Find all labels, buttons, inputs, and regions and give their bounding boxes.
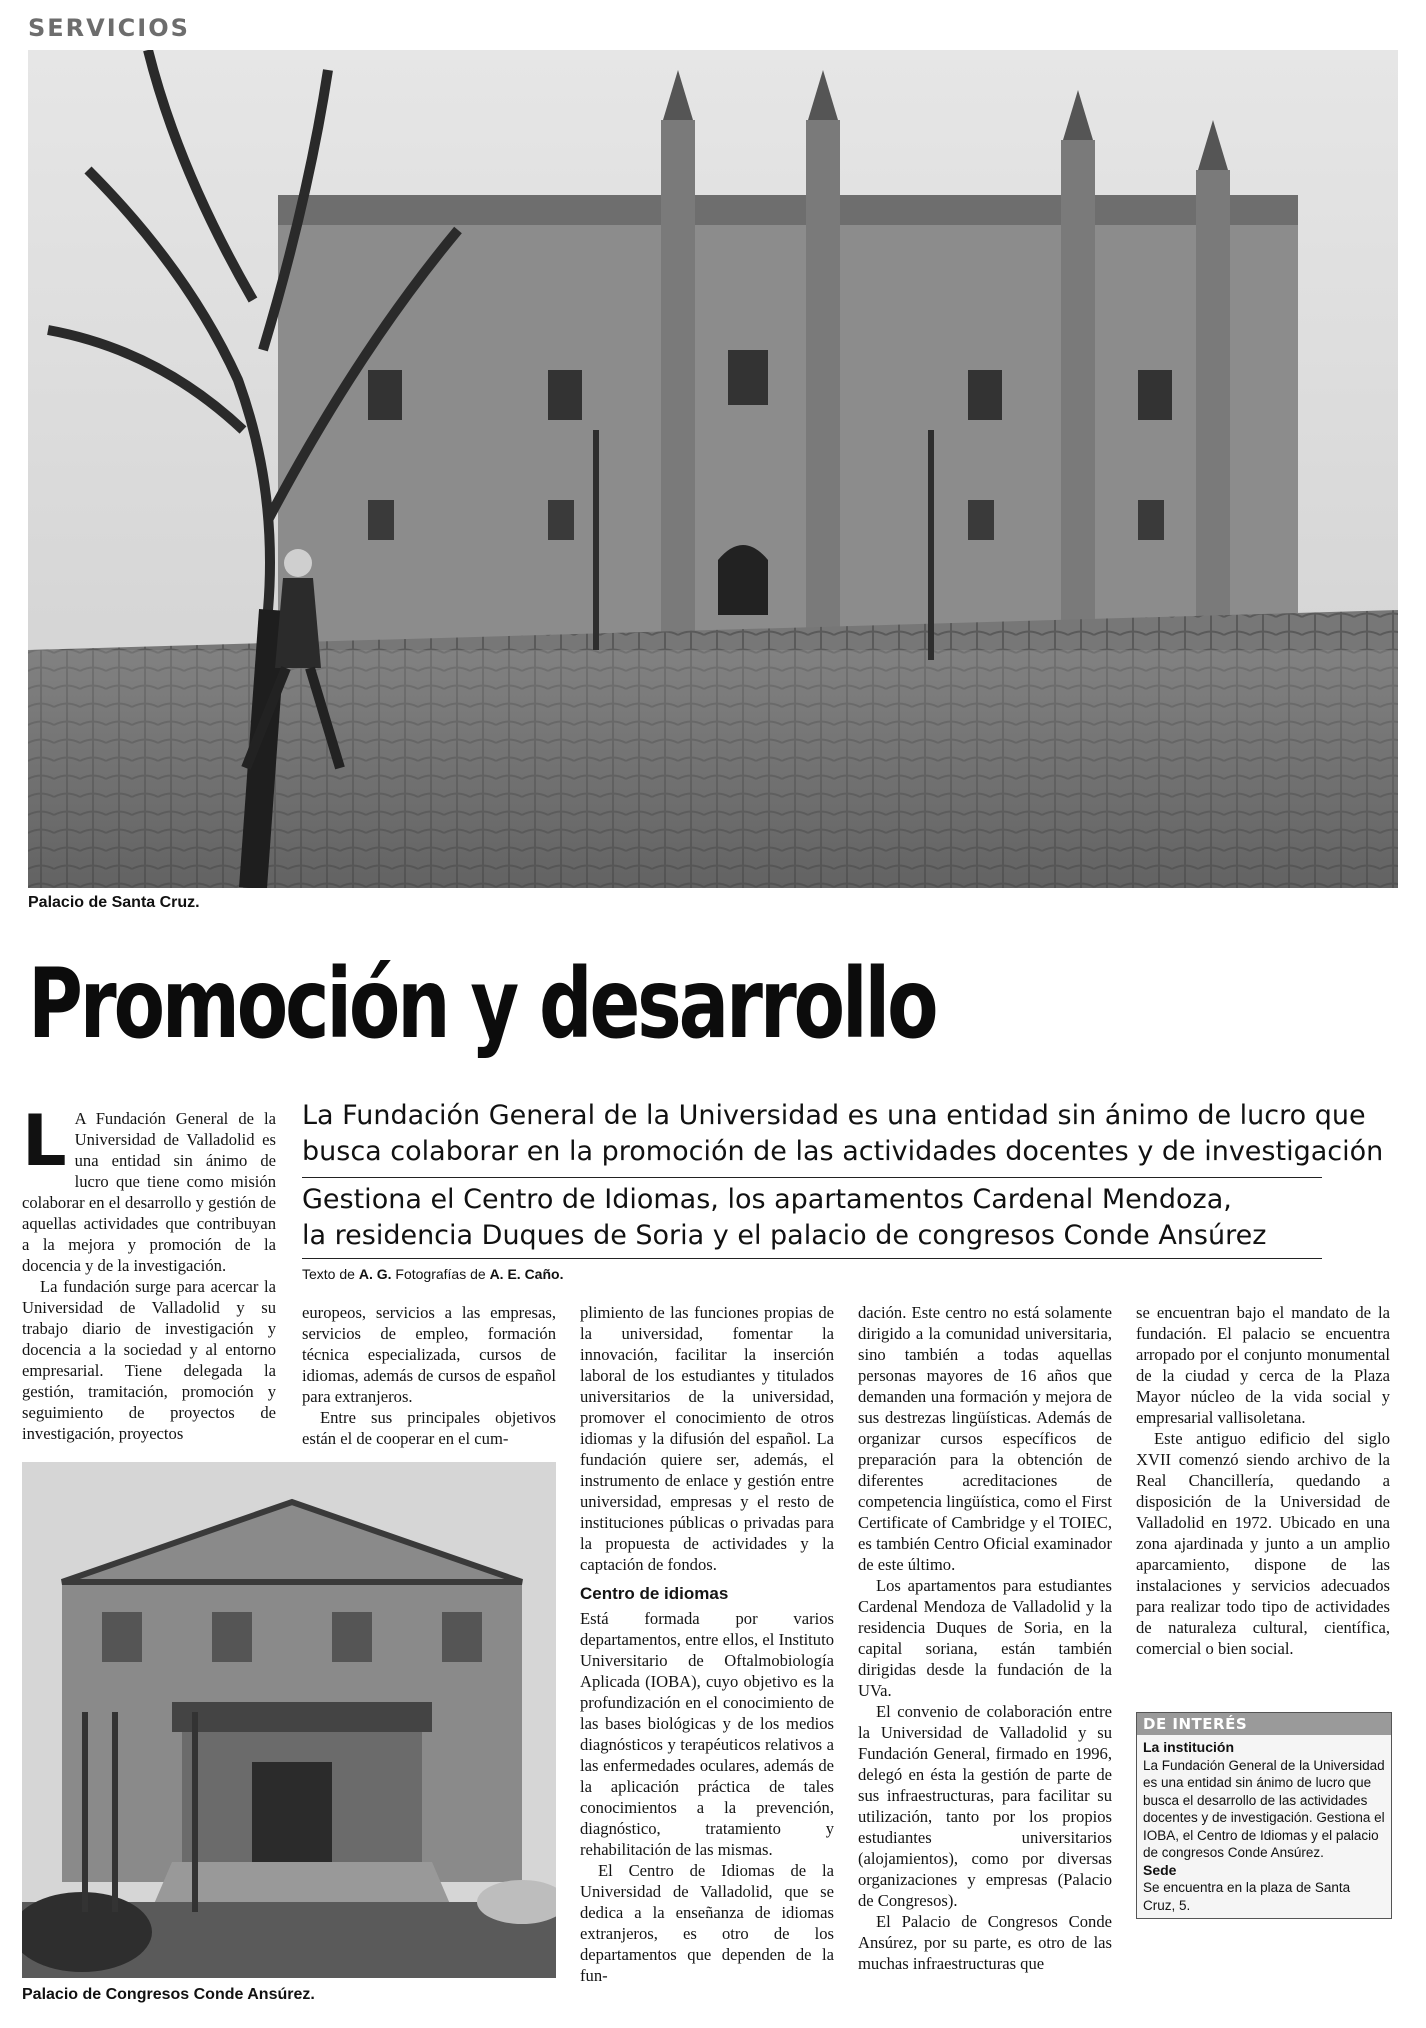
col1-p1: A Fundación General de la Universidad de Valladolid es una entidad sin ánimo de lucro que tiene como misión colaborar en el desarrollo y gestión de aquellas actividades que contribuyan a la mejora y promoción de la docencia y de la investigación. — [22, 1109, 276, 1275]
col4-p3: El convenio de colaboración entre la Universidad de Valladolid y su Fundación General, firmado en 1996, delegó en ésta la gestión de parte de sus infraestructuras, para facilitar su utilización, tanto por los propios estudiantes universitarios (alojamientos), como por diversas organizaciones y empresas (Palacio de Congresos). — [858, 1702, 1112, 1910]
article-column-4 — [858, 1302, 1112, 1974]
photo-caption-top: Palacio de Santa Cruz. — [28, 894, 200, 911]
section-label: SERVICIOS — [28, 14, 190, 42]
sidebar-text-sede: Se encuentra en la plaza de Santa Cruz, 5. — [1143, 1880, 1351, 1913]
article-column-5 — [1136, 1302, 1390, 1659]
col3-p1: plimiento de las funciones propias de la universidad, fomentar la innovación, facilitar la inserción laboral de los estudiantes y titulados universitarios de la universidad, promover el conocimiento de otros idiomas y la difusión del español. La fundación quiere ser, además, el instrumento de enlace y gestión entre universidad, empresas y el resto de instituciones públicas o privadas para la propuesta de actividades y la captación de fondos. — [580, 1303, 834, 1574]
subhead-centro-de-idiomas: Centro de idiomas — [580, 1584, 729, 1603]
sidebar-text-institucion: La Fundación General de la Universidad es una entidad sin ánimo de lucro que busca el desarrollo de las actividades docentes y de investigación. Gestiona el IOBA, el Centro de Idiomas y el palacio de congresos Conde Ansúrez. — [1143, 1757, 1385, 1860]
col2-p2: Entre sus principales objetivos están el de cooperar en el cum- — [302, 1408, 556, 1448]
drop-cap: L — [22, 1100, 67, 1182]
photo-caption-bottom: Palacio de Congresos Conde Ansúrez. — [22, 1986, 315, 2003]
credits-divider — [302, 1258, 1322, 1259]
building-photo-illustration — [28, 50, 1398, 888]
article-column-3 — [580, 1302, 834, 1986]
credits-photo-label: Fotografías de — [395, 1266, 486, 1282]
col5-p1: se encuentran bajo el mandato de la fundación. El palacio se encuentra arropado por el conjunto monumental de la ciudad y cerca de la Plaza Mayor núcleo de la vida social y empresarial vallisoletana. — [1136, 1303, 1390, 1427]
credits — [302, 1266, 563, 1282]
col3-p3: El Centro de Idiomas de la Universidad de Valladolid, que se dedica a la enseñanza de idiomas extranjeros, es otro de los departamentos que dependen de la fun- — [580, 1861, 834, 1985]
deck-2-line-2: la residencia Duques de Soria y el palacio de congresos Conde Ansúrez — [302, 1220, 1267, 1251]
col1-p2: La fundación surge para acercar la Universidad de Valladolid y su trabajo diario de investigación y docencia a la sociedad y al entorno empresarial. Tiene delegada la gestión, tramitación, promoción y seguimiento de proyectos de investigación, proyectos — [22, 1277, 276, 1443]
deck-1-line-2: busca colaborar en la promoción de las actividades docentes y de investigación — [302, 1136, 1384, 1167]
col4-p4: El Palacio de Congresos Conde Ansúrez, por su parte, es otro de las muchas infraestructuras que — [858, 1912, 1112, 1973]
headline: Promoción y desarrollo — [28, 948, 936, 1060]
deck-divider — [302, 1177, 1322, 1178]
deck-2 — [302, 1182, 1266, 1254]
photo-palacio-congresos — [22, 1462, 556, 1978]
congress-hall-photo-illustration — [22, 1462, 556, 1978]
col3-p2: Está formada por varios departamentos, entre ellos, el Instituto Universitario de Oftalmobiología Aplicada (IOBA), cuyo objetivo es la profundización en el conocimiento de las bases biológicas y de los medios diagnósticos y terapéuticos relativos a las enfermedades oculares, además de la aplicación práctica de tales conocimientos a la prevención, diagnóstico, tratamiento y rehabilitación de las mismas. — [580, 1609, 834, 1859]
photo-palacio-santa-cruz — [28, 50, 1398, 888]
sidebar-heading-sede: Sede — [1143, 1861, 1177, 1878]
article-column-2 — [302, 1302, 556, 1449]
col5-p2: Este antiguo edificio del siglo XVII comenzó siendo archivo de la Real Chancillería, quedando a disposición de la Universidad de Valladolid en 1972. Ubicado en una zona ajardinada y junto a un amplio aparcamiento, dispone de las instalaciones y servicios adecuados para realizar todo tipo de actividades de naturaleza cultural, científica, comercial o bien social. — [1136, 1429, 1390, 1658]
sidebar-de-interes — [1136, 1712, 1392, 1919]
col4-p2: Los apartamentos para estudiantes Cardenal Mendoza de Valladolid y la residencia Duques de Soria, en la capital soriana, están también dirigidas desde la fundación de la UVa. — [858, 1576, 1112, 1700]
deck-1 — [302, 1098, 1383, 1170]
sidebar-heading-institucion: La institución — [1143, 1739, 1234, 1755]
col4-p1: dación. Este centro no está solamente dirigido a la comunidad universitaria, sino también a todas aquellas personas mayores de 16 años que demanden una formación y mejora de sus destrezas lingüísticas. Además de organizar cursos específicos de preparación para la obtención de diferentes acreditaciones de competencia lingüística, como el First Certificate of Cambridge y el TOIEC, es también Centro Oficial examinador de este último. — [858, 1303, 1112, 1574]
credits-text-label: Texto de — [302, 1266, 355, 1282]
col2-p1: europeos, servicios a las empresas, servicios de empleo, formación técnica especializada, cursos de idiomas, además de cursos de español para extranjeros. — [302, 1303, 556, 1406]
sidebar-title: DE INTERÉS — [1137, 1713, 1391, 1735]
deck-1-line-1: La Fundación General de la Universidad es una entidad sin ánimo de lucro que — [302, 1100, 1366, 1131]
credits-photo-author: A. E. Caño. — [489, 1266, 564, 1282]
article-column-1 — [22, 1100, 276, 1444]
credits-text-author: A. G. — [358, 1266, 392, 1282]
deck-2-line-1: Gestiona el Centro de Idiomas, los apartamentos Cardenal Mendoza, — [302, 1184, 1232, 1215]
